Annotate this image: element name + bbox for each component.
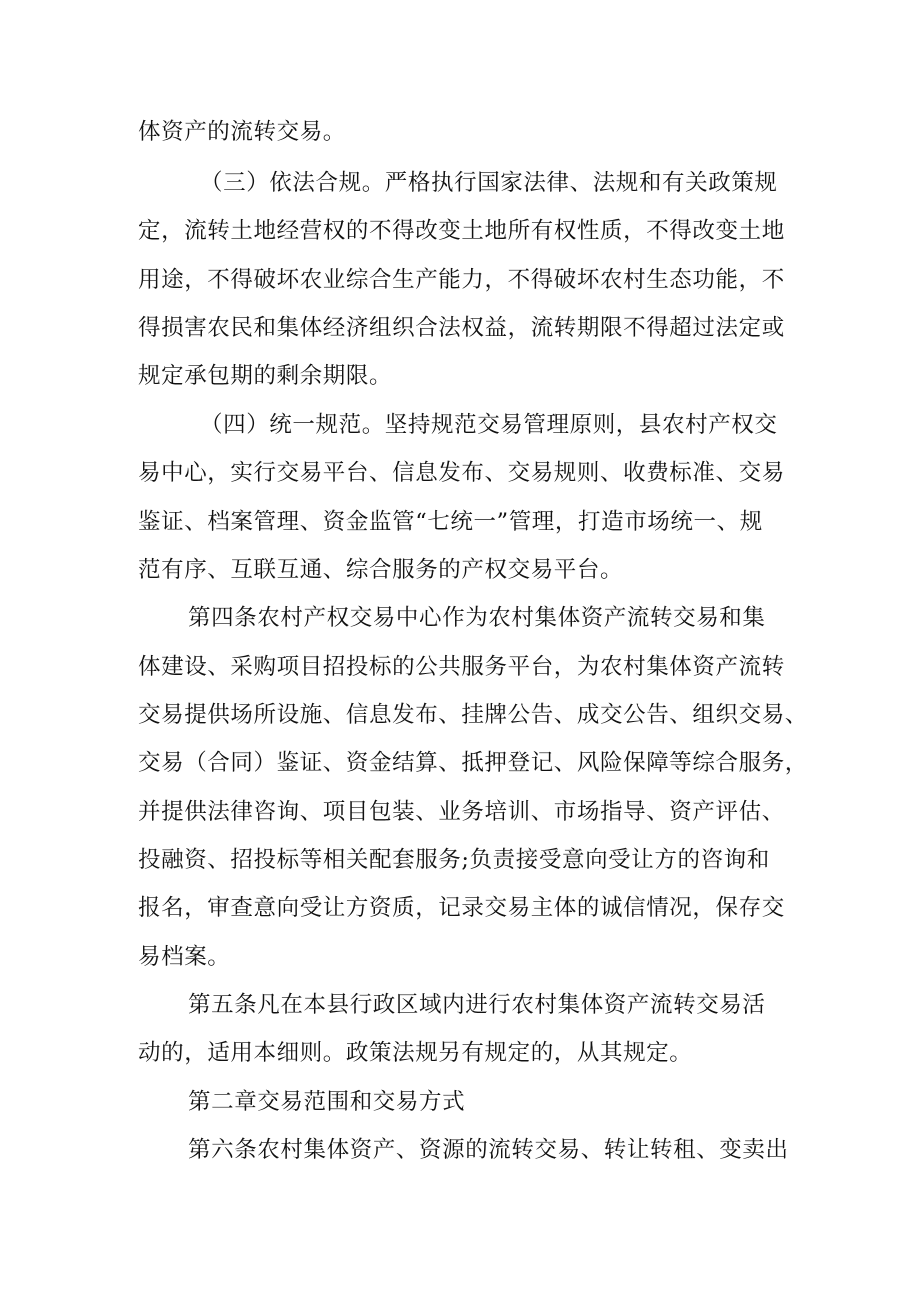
text-line: 第六条农村集体资产、资源的流转交易、转让转租、变卖出 xyxy=(188,1137,789,1163)
text-line: 规定承包期的剩余期限。 xyxy=(138,363,393,389)
text-line: 并提供法律咨询、项目包装、业务培训、市场指导、资产评估、 xyxy=(138,799,785,825)
text-line: 用途，不得破坏农业综合生产能力，不得破坏农村生态功能，不 xyxy=(138,267,785,293)
text-line: 交易提供场所设施、信息发布、挂牌公告、成交公告、组织交易、 xyxy=(138,702,808,728)
text-line: 易中心，实行交易平台、信息发布、交易规则、收费标准、交易 xyxy=(138,460,785,486)
text-line: 交易（合同）鉴证、资金结算、抵押登记、风险保障等综合服务， xyxy=(138,750,808,776)
text-line: 投融资、招投标等相关配套服务;负责接受意向受让方的咨询和 xyxy=(138,847,770,873)
text-line: 范有序、互联互通、综合服务的产权交易平台。 xyxy=(138,557,624,583)
text-line: 第五条凡在本县行政区域内进行农村集体资产流转交易活 xyxy=(188,992,766,1018)
text-line: 体建设、采购项目招投标的公共服务平台，为农村集体资产流转 xyxy=(138,654,785,680)
text-line: 易档案。 xyxy=(138,944,231,970)
text-line: 动的，适用本细则。政策法规另有规定的，从其规定。 xyxy=(138,1040,693,1066)
text-line: 得损害农民和集体经济组织合法权益，流转期限不得超过法定或 xyxy=(138,315,785,341)
text-line: 鉴证、档案管理、资金监管“七统一”管理，打造市场统一、规 xyxy=(138,509,763,535)
text-line: （四）统一规范。坚持规范交易管理原则，县农村产权交 xyxy=(200,412,778,438)
text-line: 定，流转土地经营权的不得改变土地所有权性质，不得改变土地 xyxy=(138,218,785,244)
text-line: 第二章交易范围和交易方式 xyxy=(188,1089,466,1115)
text-line: （三）依法合规。严格执行国家法律、法规和有关政策规 xyxy=(200,170,778,196)
text-line: 体资产的流转交易。 xyxy=(138,119,346,145)
text-line: 第四条农村产权交易中心作为农村集体资产流转交易和集 xyxy=(188,605,766,631)
text-line: 报名，审查意向受让方资质，记录交易主体的诚信情况，保存交 xyxy=(138,895,785,921)
